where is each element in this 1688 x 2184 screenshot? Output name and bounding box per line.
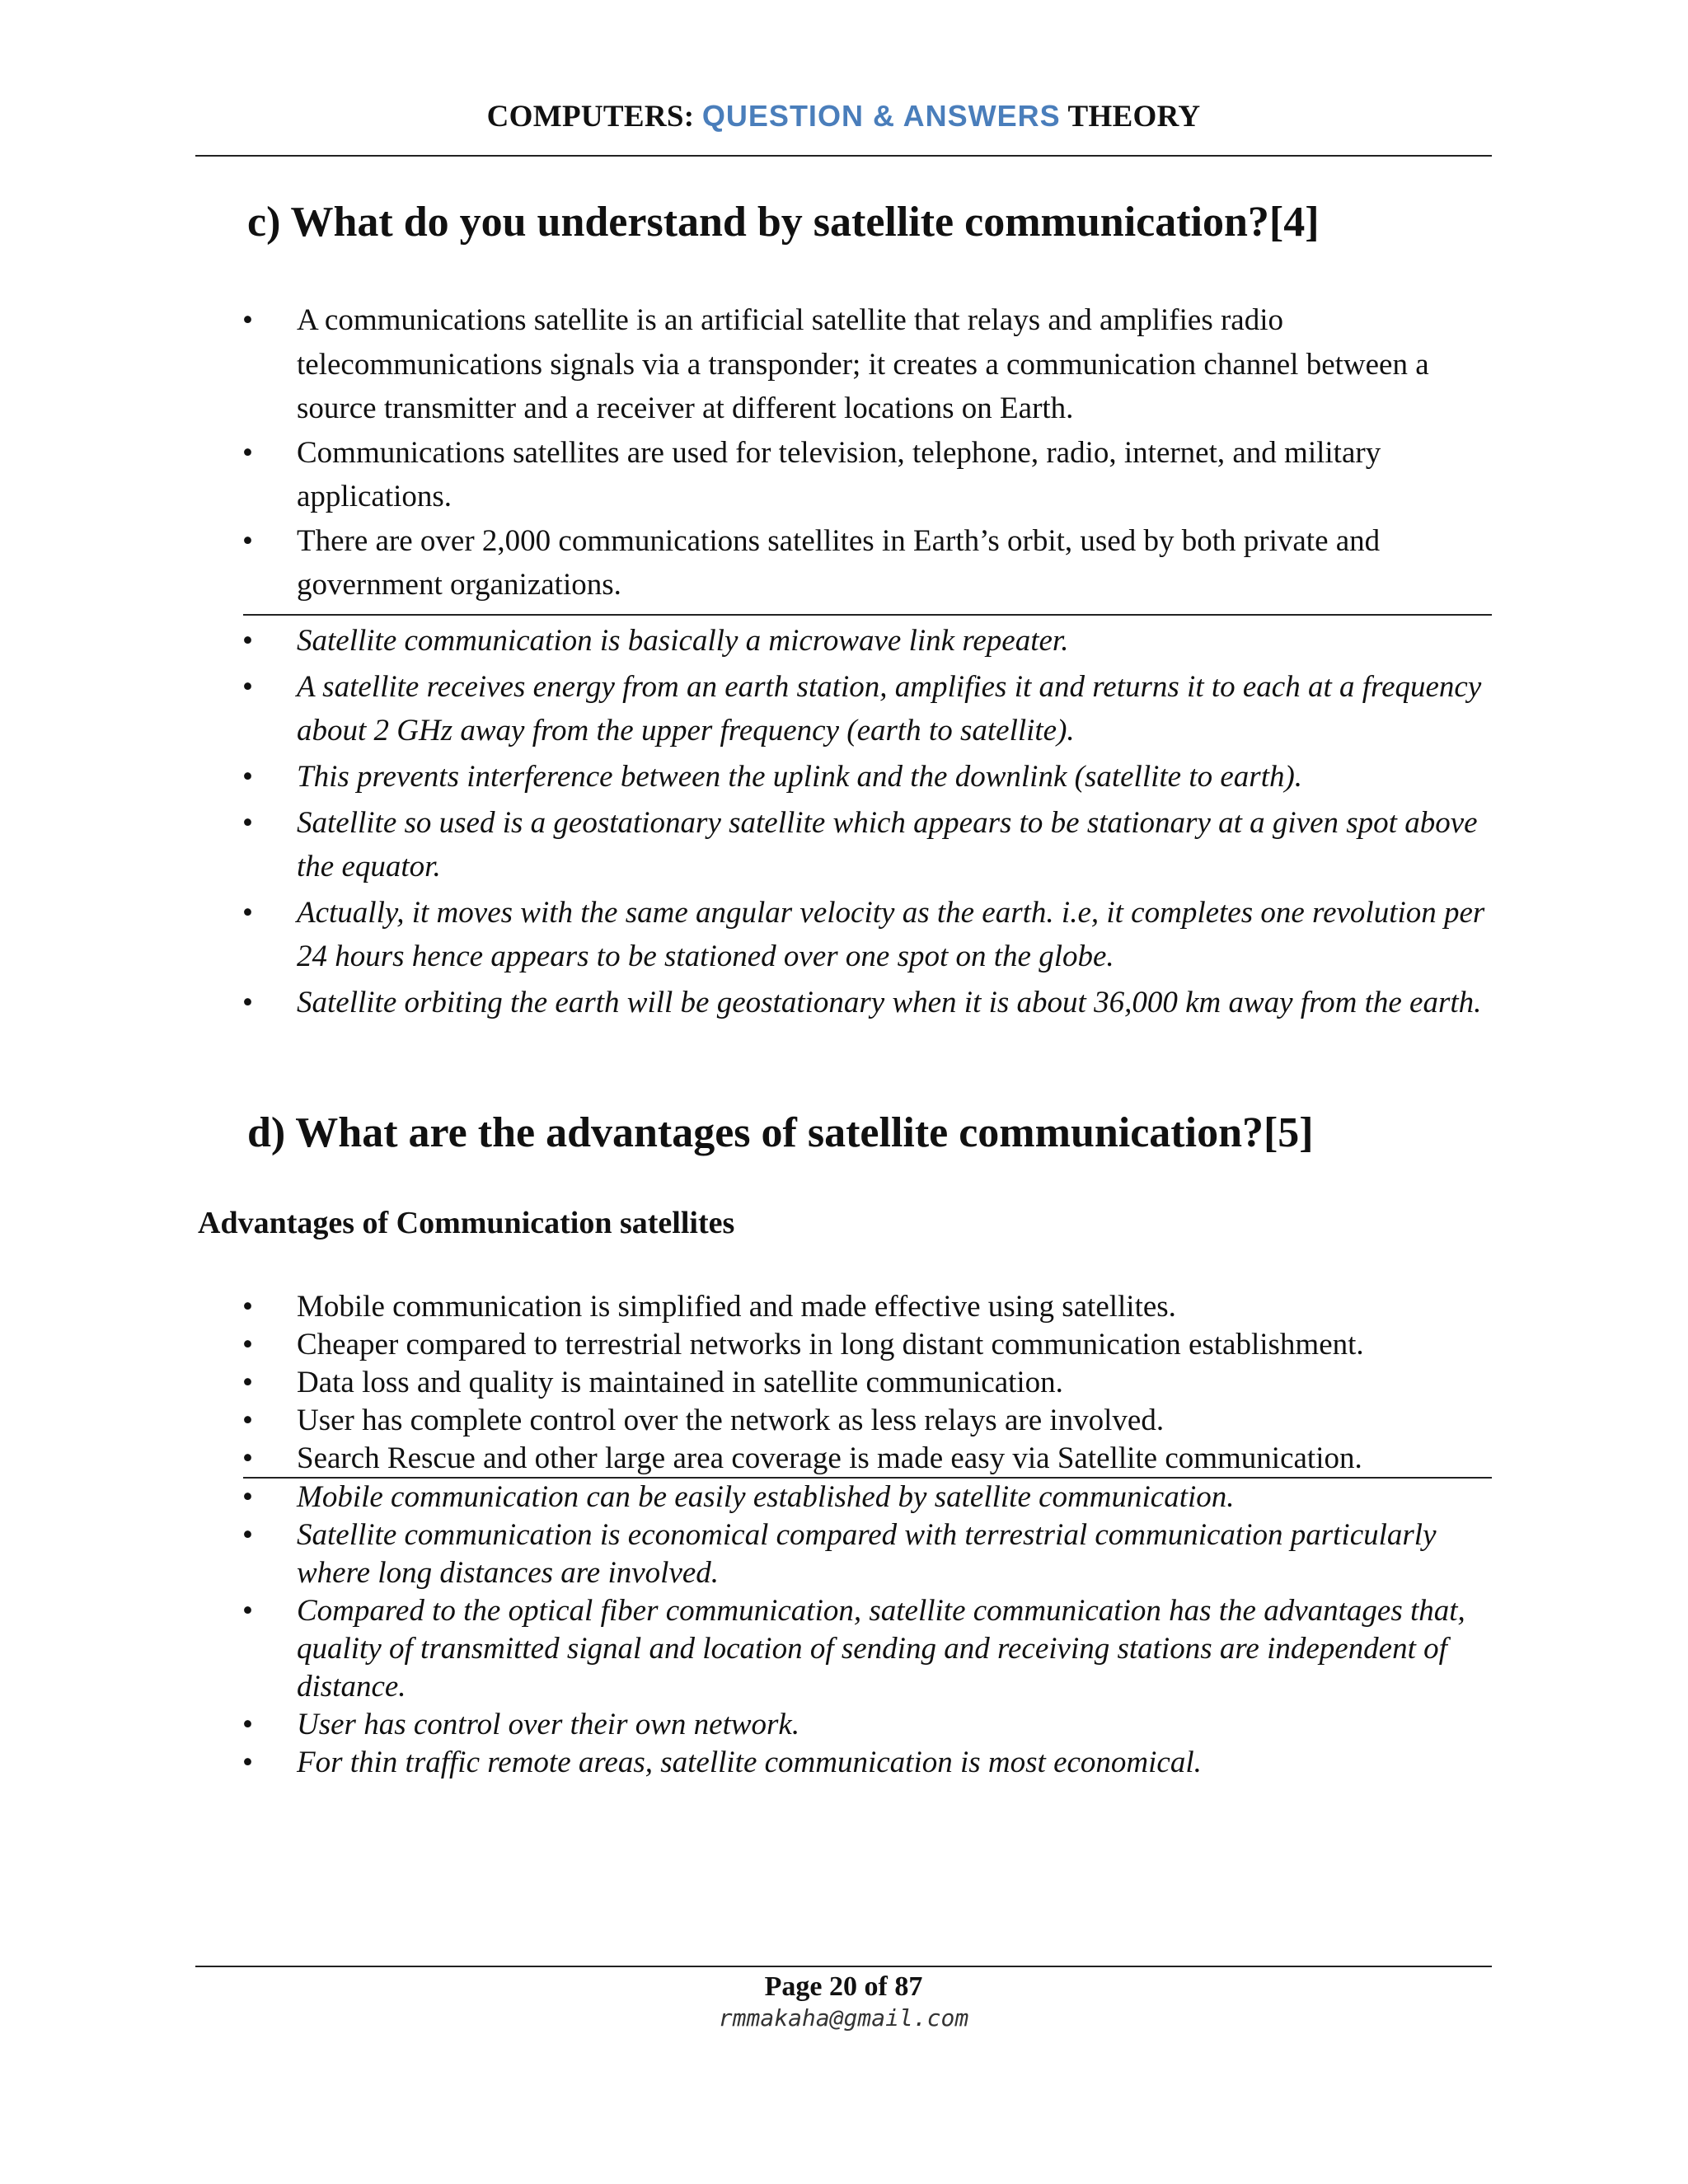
list-item-text: Search Rescue and other large area coverage is made easy via Satellite communication. xyxy=(297,1441,1362,1475)
bullet-icon: • xyxy=(242,1290,253,1324)
list-item-text: User has complete control over the network as less relays are involved. xyxy=(297,1404,1165,1437)
list-item-text: Satellite communication is economical compared with terrestrial communication particularly where long distances are involved. xyxy=(297,1518,1437,1590)
list-item xyxy=(239,981,1492,1024)
list-item xyxy=(239,519,1492,607)
question-d-heading: d) What are the advantages of satellite communication?[5] xyxy=(247,1109,1314,1156)
list-item xyxy=(239,431,1492,519)
bullet-icon: • xyxy=(242,1366,253,1399)
bullet-icon: • xyxy=(242,1441,253,1475)
bullet-icon: • xyxy=(242,303,253,337)
list-item xyxy=(239,1744,1492,1782)
list-item-text: Cheaper compared to terrestrial networks in long distant communication establishment. xyxy=(297,1328,1364,1361)
list-item-text: Mobile communication is simplified and made effective using satellites. xyxy=(297,1290,1176,1324)
section-c-divider xyxy=(243,614,1492,616)
question-d-italic-list xyxy=(239,1479,1492,1782)
list-item-text: Satellite communication is basically a microwave link repeater. xyxy=(297,624,1069,658)
bullet-icon: • xyxy=(242,1480,253,1514)
list-item xyxy=(239,1288,1492,1326)
bullet-icon: • xyxy=(242,806,253,840)
bullet-icon: • xyxy=(242,1404,253,1437)
list-item xyxy=(239,665,1492,752)
bullet-icon: • xyxy=(242,1328,253,1361)
list-item xyxy=(239,891,1492,978)
bullet-icon: • xyxy=(242,670,253,704)
bullet-icon: • xyxy=(242,986,253,1019)
bullet-icon: • xyxy=(242,1708,253,1741)
list-item xyxy=(239,298,1492,431)
list-item-text: Satellite orbiting the earth will be geostationary when it is about 36,000 km away from the earth. xyxy=(297,986,1482,1019)
header-title-right: THEORY xyxy=(1067,100,1201,134)
question-d-plain-list xyxy=(239,1288,1492,1478)
footer-rule xyxy=(195,1966,1492,1967)
list-item xyxy=(239,1326,1492,1364)
question-c-heading: c) What do you understand by satellite communication?[4] xyxy=(247,199,1320,246)
list-item-text: A satellite receives energy from an earth station, amplifies it and returns it to each at a frequency about 2 GHz away from the upper frequency (earth to satellite). xyxy=(297,670,1482,748)
list-item-text: Satellite so used is a geostationary satellite which appears to be stationary at a given spot above the equator. xyxy=(297,806,1478,883)
list-item xyxy=(239,1440,1492,1478)
bullet-icon: • xyxy=(242,896,253,930)
page-header xyxy=(195,99,1492,134)
list-item-text: Compared to the optical fiber communication, satellite communication has the advantages that, quality of transmitted signal and location of sending and receiving stations are independent of distance. xyxy=(297,1594,1465,1704)
list-item xyxy=(239,1479,1492,1516)
list-item xyxy=(239,1516,1492,1592)
list-item-text: Data loss and quality is maintained in satellite communication. xyxy=(297,1366,1063,1399)
list-item-text: For thin traffic remote areas, satellite communication is most economical. xyxy=(297,1746,1202,1779)
question-c-plain-list xyxy=(239,298,1492,607)
bullet-icon: • xyxy=(242,523,253,558)
list-item xyxy=(239,619,1492,663)
advantages-subheading: Advantages of Communication satellites xyxy=(198,1206,735,1240)
list-item-text: This prevents interference between the uplink and the downlink (satellite to earth). xyxy=(297,760,1303,794)
list-item xyxy=(239,801,1492,888)
list-item-text: Actually, it moves with the same angular velocity as the earth. i.e, it completes one revolution per 24 hours hence appears to be stationed over one spot on the globe. xyxy=(297,896,1485,973)
list-item-text: User has control over their own network. xyxy=(297,1708,800,1741)
bullet-icon: • xyxy=(242,760,253,794)
list-item xyxy=(239,1364,1492,1402)
list-item-text: Mobile communication can be easily established by satellite communication. xyxy=(297,1480,1235,1514)
header-rule xyxy=(195,155,1492,157)
header-colon: : xyxy=(683,100,695,134)
list-item-text: A communications satellite is an artificial satellite that relays and amplifies radio telecommunications signals via a transponder; it creates a communication channel between a source transmitter and a receiver at different locations on Earth. xyxy=(297,303,1429,425)
bullet-icon: • xyxy=(242,1594,253,1628)
bullet-icon: • xyxy=(242,435,253,470)
question-c-italic-list xyxy=(239,619,1492,1027)
list-item-text: There are over 2,000 communications satellites in Earth’s orbit, used by both private and government organizations. xyxy=(297,523,1381,602)
list-item xyxy=(239,755,1492,799)
header-title-mid: QUESTION & ANSWERS xyxy=(701,99,1061,133)
bullet-icon: • xyxy=(242,1746,253,1779)
header-title-left: COMPUTERS xyxy=(486,100,684,134)
list-item xyxy=(239,1706,1492,1744)
list-item xyxy=(239,1402,1492,1440)
bullet-icon: • xyxy=(242,624,253,658)
page-number: Page 20 of 87 xyxy=(764,1971,923,2002)
list-item-text: Communications satellites are used for television, telephone, radio, internet, and military applications. xyxy=(297,435,1381,513)
list-item xyxy=(239,1592,1492,1706)
bullet-icon: • xyxy=(242,1518,253,1552)
footer-email: rmmakaha@gmail.com xyxy=(718,2004,969,2032)
